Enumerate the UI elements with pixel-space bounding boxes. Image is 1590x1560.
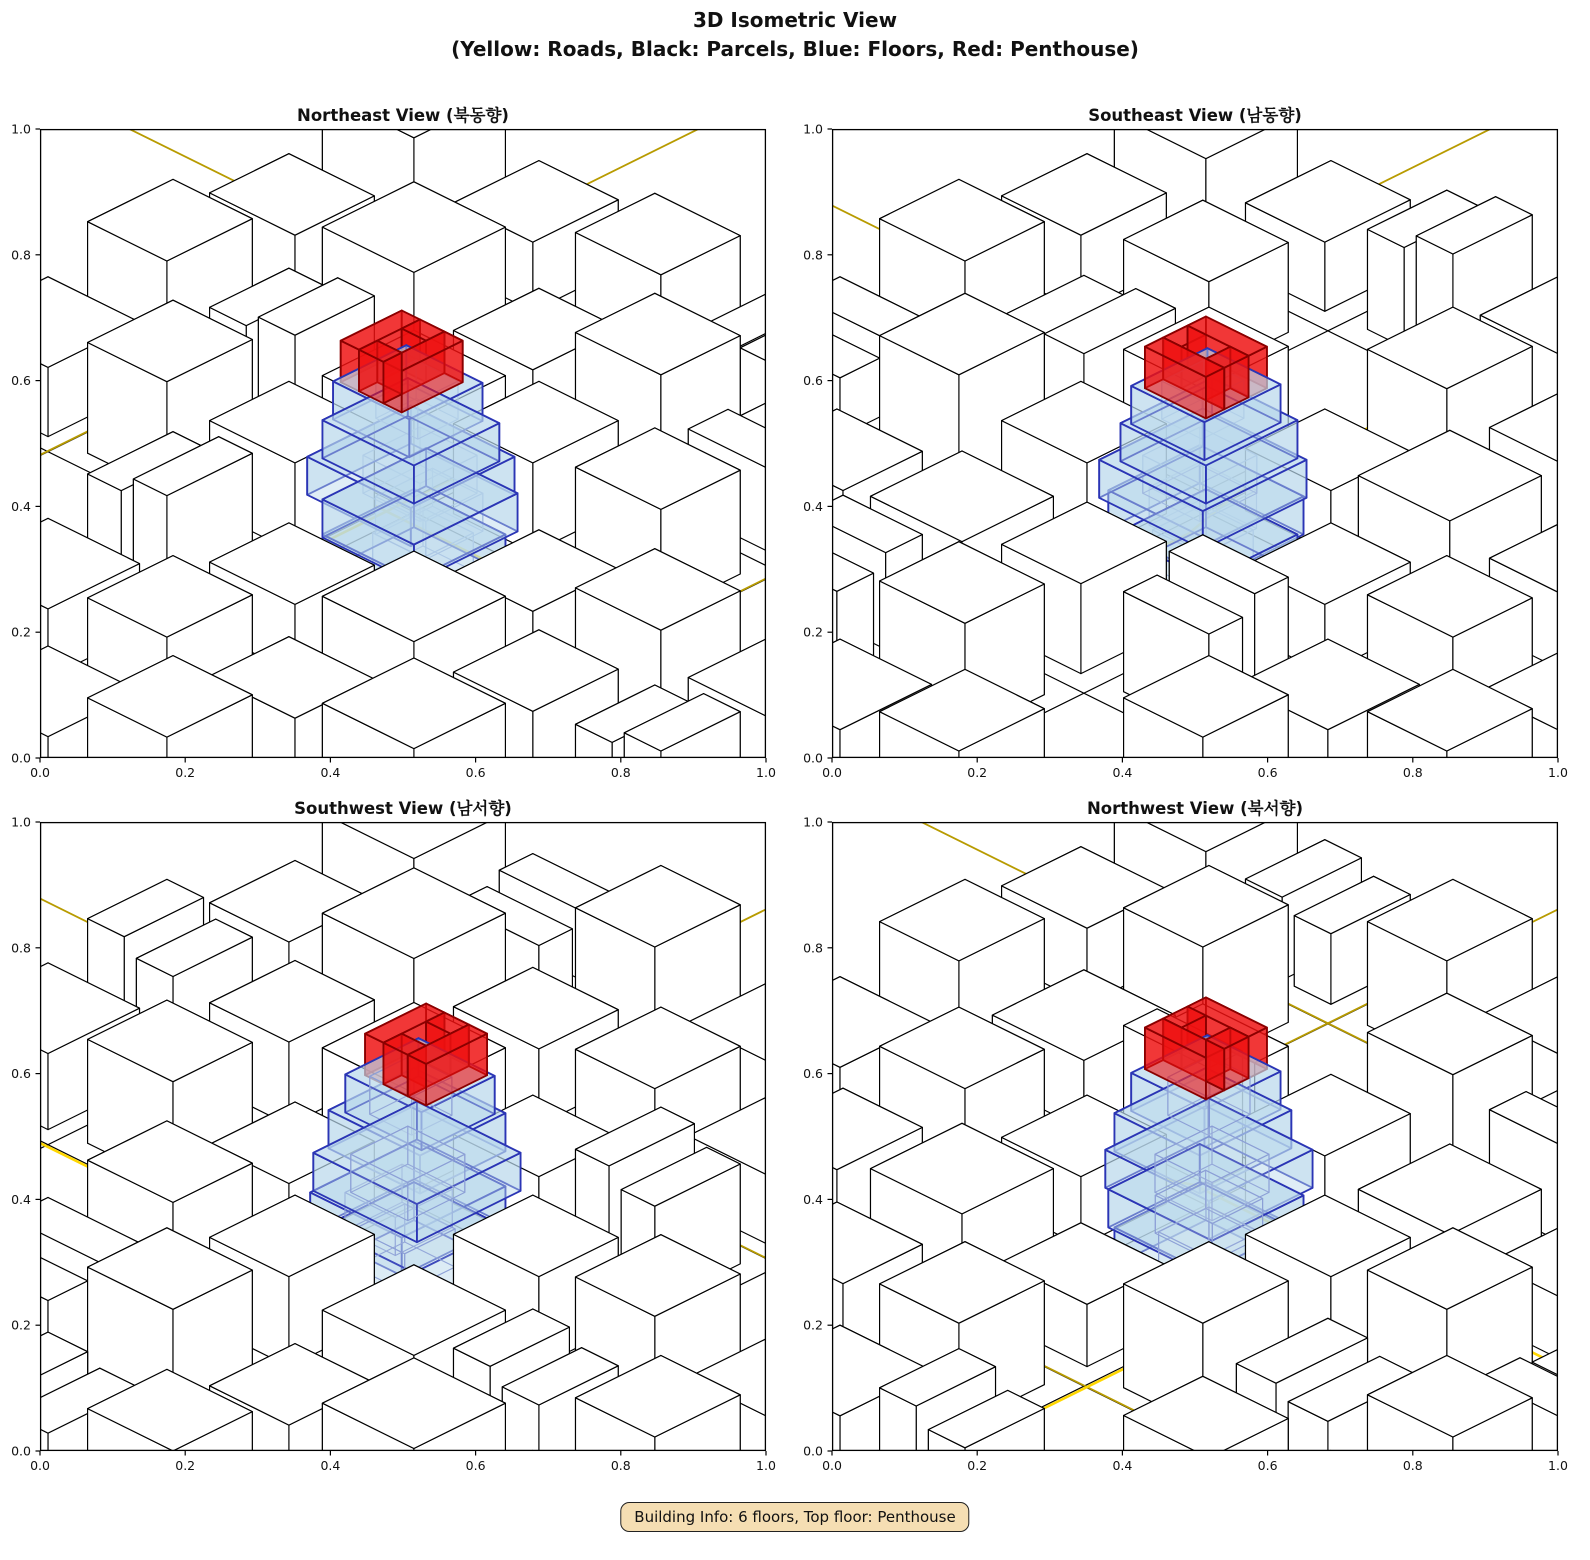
panel-title-northwest: Northwest View (북서향) [1086,799,1303,818]
svg-text:0.2: 0.2 [803,624,823,640]
svg-text:0.2: 0.2 [175,765,196,780]
panel-southwest [11,799,776,1473]
svg-text:0.6: 0.6 [803,373,823,389]
plot-area-northwest [803,814,1568,1473]
figure-title-line2: (Yellow: Roads, Black: Parcels, Blue: Floors, Red: Penthouse) [451,37,1139,61]
svg-text:0.0: 0.0 [822,765,842,780]
svg-text:0.6: 0.6 [465,765,486,780]
svg-text:0.8: 0.8 [11,940,31,956]
svg-text:1.0: 1.0 [11,814,31,830]
svg-text:0.6: 0.6 [1257,1458,1278,1473]
svg-text:0.2: 0.2 [11,1317,31,1333]
svg-text:0.0: 0.0 [11,1443,31,1459]
svg-text:0.2: 0.2 [175,1458,196,1473]
panel-northeast [11,106,776,780]
svg-text:0.4: 0.4 [1112,765,1133,780]
svg-text:1.0: 1.0 [803,814,823,830]
svg-text:0.4: 0.4 [320,1458,341,1473]
svg-text:0.0: 0.0 [30,1458,50,1473]
svg-text:0.4: 0.4 [803,1191,823,1207]
svg-text:0.4: 0.4 [803,498,823,514]
svg-text:0.8: 0.8 [803,247,823,263]
plot-area-northeast [11,121,776,780]
panel-title-southeast: Southeast View (남동향) [1088,106,1302,125]
svg-text:0.6: 0.6 [465,1458,486,1473]
svg-text:1.0: 1.0 [1548,1458,1568,1473]
svg-text:0.6: 0.6 [11,373,31,389]
panel-title-southwest: Southwest View (남서향) [294,799,512,818]
svg-text:1.0: 1.0 [1548,765,1568,780]
svg-text:1.0: 1.0 [756,765,776,780]
plot-area-southeast [803,121,1568,780]
svg-text:0.0: 0.0 [11,750,31,766]
svg-text:0.8: 0.8 [1402,1458,1423,1473]
building-info-badge: Building Info: 6 floors, Top floor: Penthouse [620,1502,969,1532]
svg-text:1.0: 1.0 [756,1458,776,1473]
svg-text:0.0: 0.0 [822,1458,842,1473]
svg-text:0.4: 0.4 [1112,1458,1133,1473]
plot-area-southwest [11,814,776,1473]
panel-title-northeast: Northeast View (북동향) [297,106,509,125]
figure-title [0,6,1590,64]
svg-text:0.2: 0.2 [967,1458,988,1473]
svg-text:1.0: 1.0 [11,121,31,137]
svg-text:0.4: 0.4 [11,498,31,514]
svg-text:1.0: 1.0 [803,121,823,137]
svg-text:0.0: 0.0 [803,1443,823,1459]
svg-text:0.8: 0.8 [11,247,31,263]
svg-text:0.6: 0.6 [1257,765,1278,780]
svg-text:0.2: 0.2 [803,1317,823,1333]
panel-northwest [803,799,1568,1473]
panel-southeast [803,106,1568,780]
svg-text:0.8: 0.8 [610,765,631,780]
svg-text:0.8: 0.8 [1402,765,1423,780]
svg-text:0.6: 0.6 [11,1066,31,1082]
svg-text:0.6: 0.6 [803,1066,823,1082]
svg-text:0.0: 0.0 [803,750,823,766]
svg-text:0.8: 0.8 [610,1458,631,1473]
svg-text:0.4: 0.4 [320,765,341,780]
svg-text:0.2: 0.2 [11,624,31,640]
svg-text:0.0: 0.0 [30,765,50,780]
svg-text:0.2: 0.2 [967,765,988,780]
svg-text:0.4: 0.4 [11,1191,31,1207]
svg-text:0.8: 0.8 [803,940,823,956]
figure-title-line1: 3D Isometric View [692,8,898,32]
